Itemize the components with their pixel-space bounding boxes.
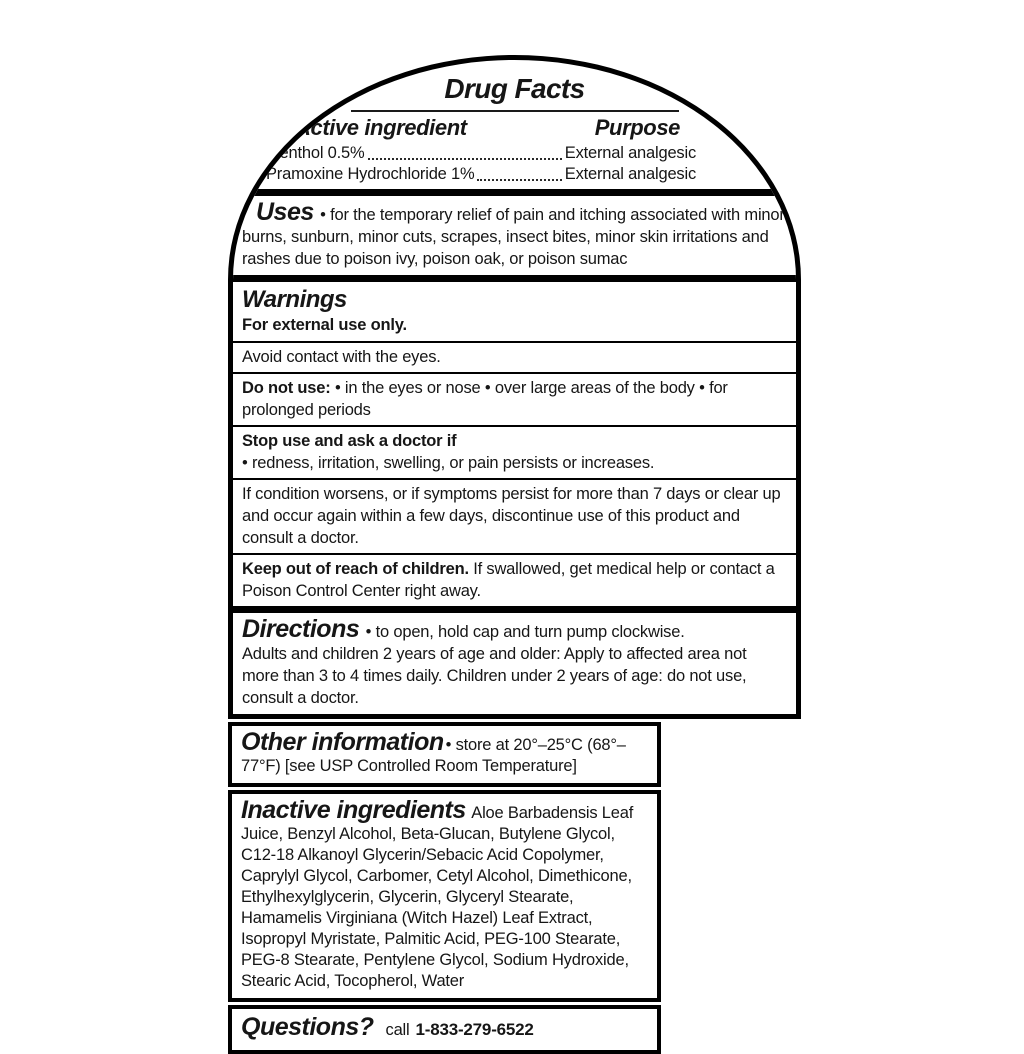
other-information-text: • store at 20°–25°C (68°–77°F) [see USP Controlled Room Temperature] <box>241 736 626 775</box>
keep-out-of-reach-row <box>233 555 796 606</box>
avoid-contact-row <box>233 343 796 372</box>
uses-text: • for the temporary relief of pain and itching associated with minor burns, sunburn, minor cuts, scrapes, insect bites, minor skin irritations and rashes due to poison ivy, poison oak, or poison sumac <box>242 206 785 268</box>
inactive-ingredients-section <box>228 790 661 1002</box>
stop-use-label: Stop use and ask a doctor if <box>242 432 457 450</box>
section-divider <box>233 275 796 282</box>
questions-call-label: call <box>385 1021 410 1039</box>
ingredient-name: Menthol 0.5% <box>266 144 365 162</box>
directions-body: Adults and children 2 years of age and older: Apply to affected area not more than 3 to 4 times daily. Children under 2 years of age: do not use, consult a doctor. <box>242 645 747 707</box>
ingredient-name: Pramoxine Hydrochloride 1% <box>266 165 475 183</box>
do-not-use-text: • in the eyes or nose • over large areas of the body • for prolonged periods <box>242 379 728 419</box>
purpose-header: Purpose <box>594 115 680 140</box>
ingredient-table <box>266 143 696 185</box>
do-not-use-label: Do not use: <box>242 379 331 397</box>
questions-section <box>228 1005 661 1054</box>
drug-facts-label <box>228 55 801 1054</box>
active-ingredient-header: Active ingredient <box>295 115 467 140</box>
do-not-use-row <box>233 374 796 425</box>
other-information-heading: Other information <box>241 728 444 756</box>
section-divider <box>233 606 796 613</box>
keep-out-of-reach-text: If swallowed, get medical help or contact a Poison Control Center right away. <box>242 560 775 600</box>
questions-phone-number: 1-833-279-6522 <box>415 1020 534 1039</box>
uses-heading: Uses <box>256 198 314 226</box>
warnings-heading: Warnings <box>242 286 347 313</box>
inactive-ingredients-heading: Inactive ingredients <box>241 796 466 824</box>
directions-section <box>233 613 796 714</box>
ingredient-purpose: External analgesic <box>564 165 696 183</box>
stop-use-row <box>233 427 796 478</box>
ingredient-purpose: External analgesic <box>564 144 696 162</box>
warnings-section <box>233 282 796 341</box>
active-ingredient-purpose-row <box>233 114 796 142</box>
ingredient-row <box>266 143 696 164</box>
directions-heading: Directions <box>242 615 360 643</box>
keep-out-of-reach-label: Keep out of reach of children. <box>242 560 469 578</box>
uses-section <box>233 196 796 275</box>
avoid-contact-text: Avoid contact with the eyes. <box>242 348 441 366</box>
dome-header <box>233 60 796 189</box>
external-use-note: For external use only. <box>242 316 407 334</box>
arch-panel <box>228 55 801 719</box>
other-information-section <box>228 722 661 787</box>
section-divider <box>233 189 796 196</box>
questions-heading: Questions? <box>241 1013 374 1041</box>
inactive-ingredients-text: Aloe Barbadensis Leaf Juice, Benzyl Alcohol, Beta-Glucan, Butylene Glycol, C12-18 Alkanoyl Glycerin/Sebacic Acid Copolymer, Caprylyl Glycol, Carbomer, Cetyl Alcohol, Dimethicone, Ethylhexylglycerin, Glycerin, Glyceryl Stearate, Hamamelis Virginiana (Witch Hazel) Leaf Extract, Isopropyl Myristate, Palmitic Acid, PEG-100 Stearate, PEG-8 Stearate, Pentylene Glycol, Sodium Hydroxide, Stearic Acid, Tocopherol, Water <box>241 804 634 990</box>
dotted-leader <box>368 158 562 160</box>
stop-use-text: • redness, irritation, swelling, or pain persists or increases. <box>242 454 655 472</box>
persist-row <box>233 480 796 553</box>
ingredient-row <box>266 164 696 185</box>
persist-text: If condition worsens, or if symptoms persist for more than 7 days or clear up and occur again within a few days, discontinue use of this product and consult a doctor. <box>242 485 781 547</box>
title-underline <box>351 110 679 112</box>
drug-facts-title: Drug Facts <box>444 73 585 104</box>
dotted-leader <box>477 179 561 181</box>
directions-lead: • to open, hold cap and turn pump clockwise. <box>365 623 685 641</box>
